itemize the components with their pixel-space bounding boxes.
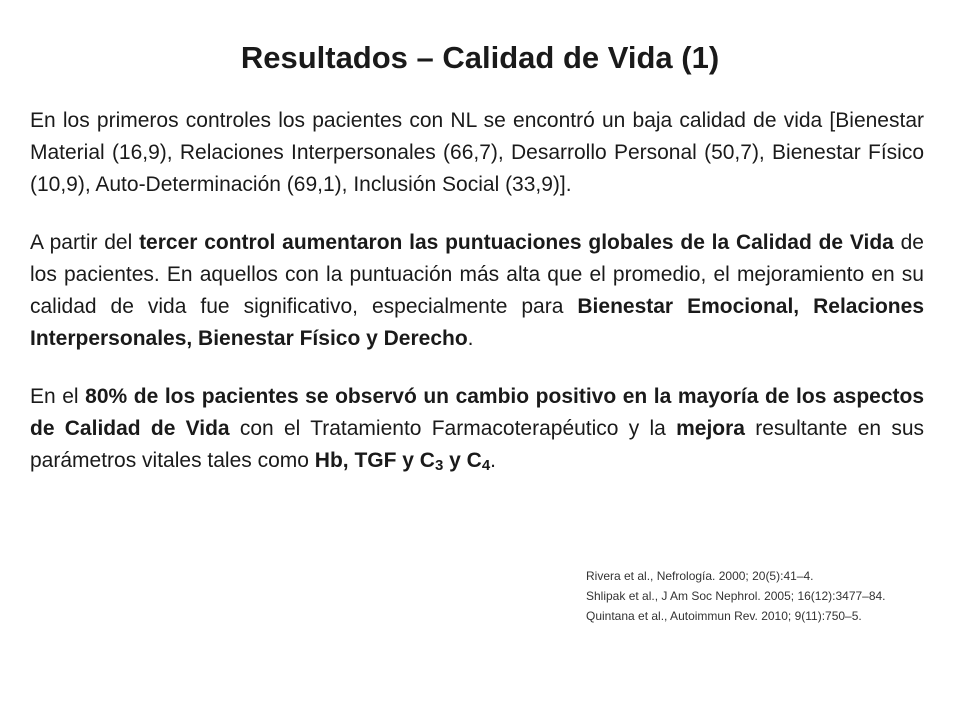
text-segment: de los pacientes. En aquellos con la puntuación más alta que el promedio, el mejoramiento en su calidad de vida fue significativo, especialmente para	[30, 231, 924, 318]
bold-segment: y C	[443, 449, 482, 472]
subscript-3: 3	[434, 457, 444, 474]
bold-segment: Hb, TGF y C	[314, 449, 435, 472]
bold-segment: mejora	[676, 417, 745, 440]
paragraph-third-control	[30, 227, 924, 355]
slide-body	[30, 105, 924, 508]
subscript-4: 4	[481, 457, 491, 474]
text-segment: A partir del	[30, 231, 140, 254]
paragraph-positive-change	[30, 381, 924, 482]
bold-segment: tercer control aumentaron las puntuaciones globales de la Calidad de Vida	[139, 231, 894, 254]
reference-item: Shlipak et al., J Am Soc Nephrol. 2005; 16(12):3477–84.	[586, 589, 886, 603]
paragraph-text: En los primeros controles los pacientes con NL se encontró un baja calidad de vida [Bienestar Material (16,9), Relaciones Interpersonales (66,7), Desarrollo Personal (50,7), Bienestar Físico (10,9), Auto-Determinación (69,1), Inclusión Social (33,9)].	[30, 109, 924, 196]
text-segment: .	[467, 327, 474, 350]
bold-segment: Bienestar Emocional, Relaciones Interpersonales, Bienestar Físico y Derecho	[30, 295, 924, 350]
paragraph-initial-quality	[30, 105, 924, 201]
slide-title: Resultados – Calidad de Vida (1)	[240, 40, 720, 75]
bold-segment: 80% de los pacientes se observó un cambio positivo en la mayoría de los aspectos de Calidad de Vida	[30, 385, 924, 440]
reference-item: Quintana et al., Autoimmun Rev. 2010; 9(11):750–5.	[586, 609, 862, 623]
references-list	[586, 566, 956, 626]
reference-item: Rivera et al., Nefrología. 2000; 20(5):41–4.	[586, 569, 814, 583]
text-segment: con el Tratamiento Farmacoterapéutico y la	[229, 417, 677, 440]
text-segment: En el	[30, 385, 86, 408]
text-segment: .	[490, 449, 497, 472]
text-segment: resultante en sus parámetros vitales tales como	[30, 417, 924, 472]
